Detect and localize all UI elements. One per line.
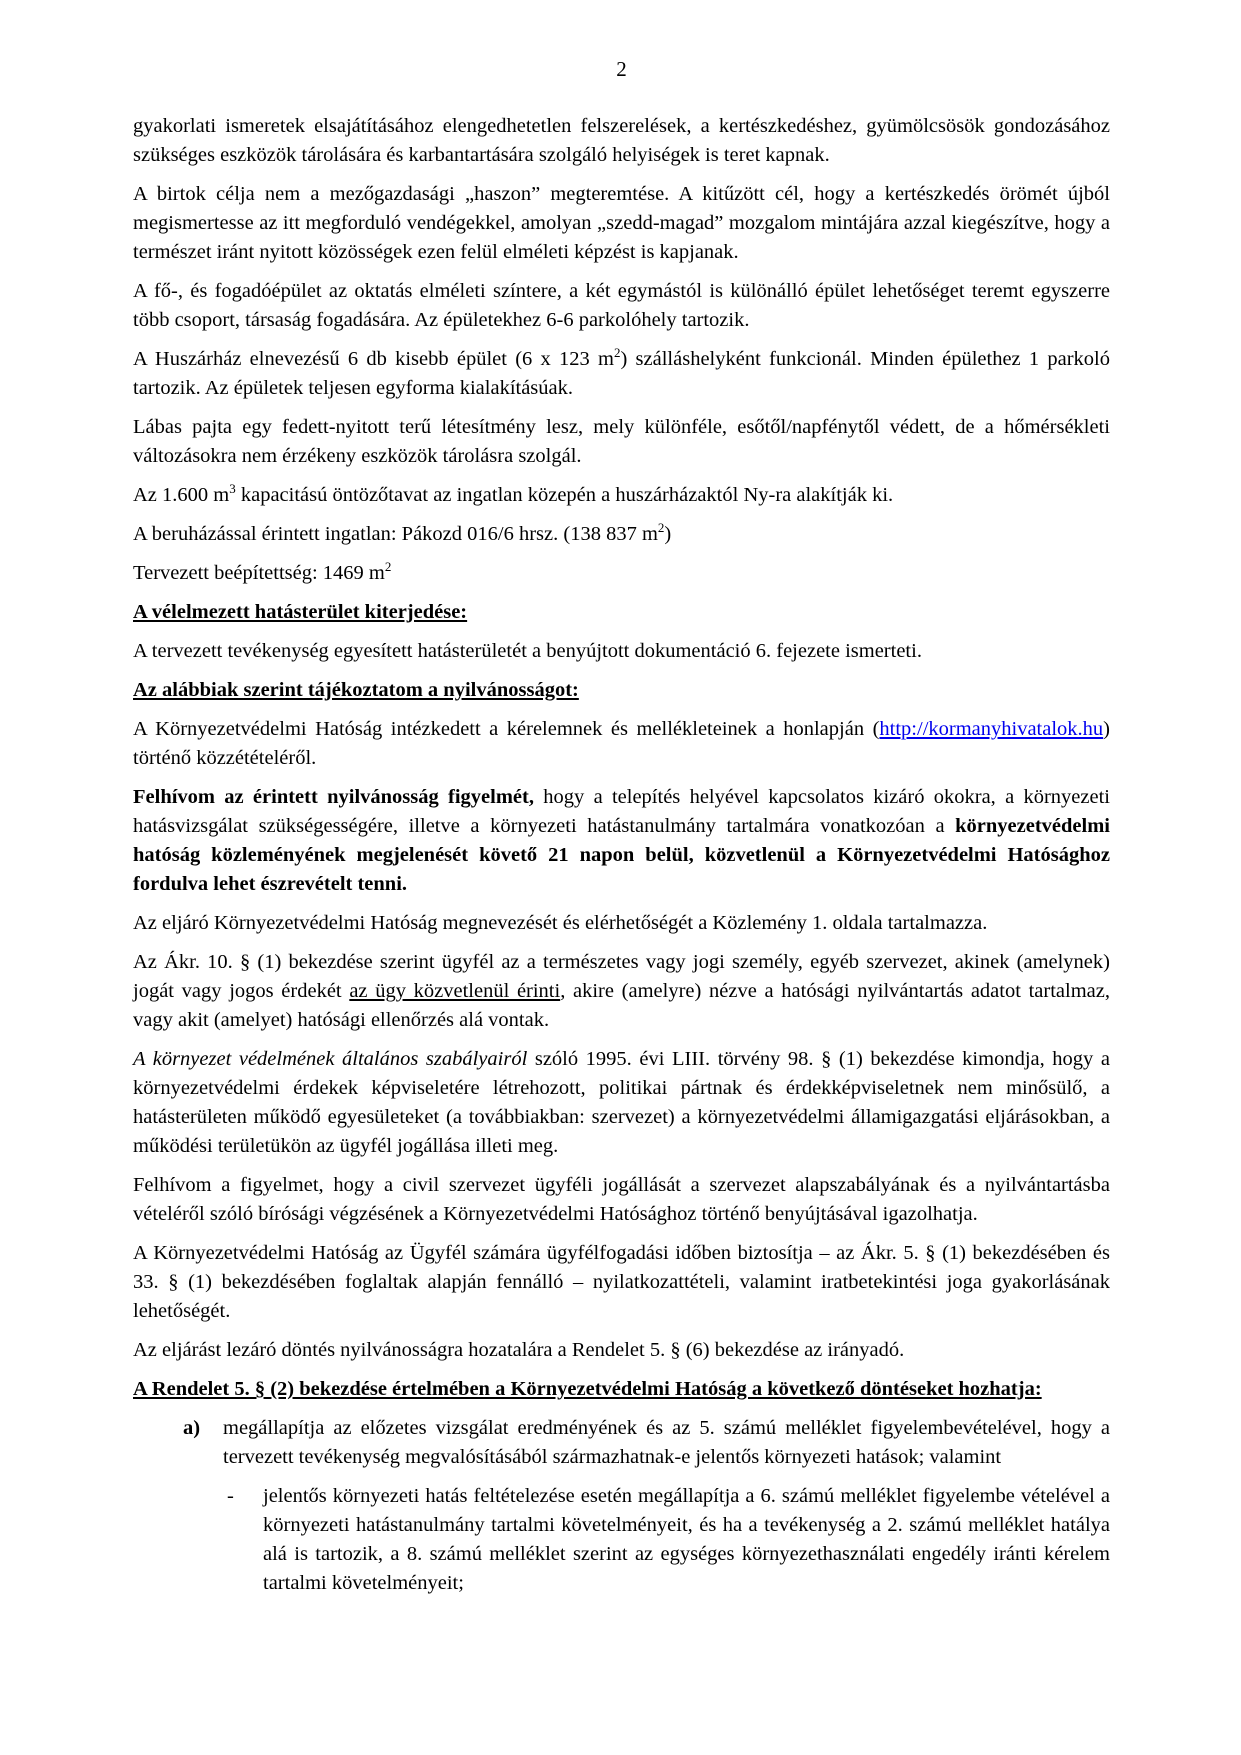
paragraph	[133, 481, 1110, 510]
text-run: ) történő közzétételéről.	[133, 718, 1110, 769]
text-run: Felhívom az érintett nyilvánosság figyelmét,	[133, 786, 534, 808]
text-run: Az alábbiak szerint tájékoztatom a nyilvánosságot:	[133, 679, 579, 701]
text-run: A Rendelet 5. § (2) bekezdése értelmében a Környezetvédelmi Hatóság a következő döntéseket hozhatja:	[133, 1378, 1042, 1400]
list-item	[183, 1414, 1110, 1472]
text-run: Az eljáró Környezetvédelmi Hatóság megnevezését és elérhetőségét a Közlemény 1. oldala tartalmazza.	[133, 912, 988, 934]
text-run: jelentős környezeti hatás feltételezése esetén megállapítja a 6. számú melléklet figyelembe vételével a környezeti hatástanulmány tartalmi követelményeit, és ha a tevékenység a 2. számú melléklet hatálya alá is tartozik, a 8. számú melléklet szerint az egységes környezethasználati engedély iránti kérelem tartalmi követelményeit;	[263, 1485, 1110, 1594]
sub-list-item	[227, 1482, 1110, 1598]
text-run: gyakorlati ismeretek elsajátításához elengedhetetlen felszerelések, a kertészkedéshez, gyümölcsösök gondozásához szükséges eszközök tárolására és karbantartására szolgáló helyiségek is teret kapnak.	[133, 115, 1110, 166]
list-item-text	[263, 1482, 1110, 1598]
text-run: megállapítja az előzetes vizsgálat eredményének és az 5. számú melléklet figyelembevételével, hogy a tervezett tevékenység megvalósításából származhatnak-e jelentős környezeti hatások; valamint	[223, 1417, 1110, 1468]
text-run: A fő-, és fogadóépület az oktatás elméleti színtere, a két egymástól is különálló épület lehetőséget teremt egyszerre több csoport, társaság fogadására. Az épületekhez 6-6 parkolóhely tartozik.	[133, 280, 1110, 331]
text-run: Az Ákr. 10. § (1) bekezdése szerint ügyfél az a természetes vagy jogi személy, egyéb szervezet, akinek (amelynek) jogát vagy jogos érdekét	[133, 951, 1110, 1002]
text-run: Az eljárást lezáró döntés nyilvánosságra hozatalára a Rendelet 5. § (6) bekezdése az irányadó.	[133, 1339, 905, 1361]
text-run: A beruházással érintett ingatlan: Pákozd 016/6 hrsz. (138 837 m	[133, 523, 658, 545]
text-run: Lábas pajta egy fedett-nyitott terű létesítmény lesz, mely különféle, esőtől/napfénytől védett, de a hőmérsékleti változásokra nem érzékeny eszközök tárolásra szolgál.	[133, 416, 1110, 467]
list-marker: -	[227, 1485, 234, 1507]
text-run: A birtok célja nem a mezőgazdasági „haszon” megteremtése. A kitűzött cél, hogy a kertészkedés örömét újból megismertesse az itt megforduló vendégekkel, amolyan „szedd-magad” mozgalom mintájára azzal kiegészítve, hogy a természet iránt nyitott közösségek ezen felül elméleti képzést is kapjanak.	[133, 183, 1110, 263]
text-run: hogy a telepítés helyével kapcsolatos kizáró okokra, a környezeti hatásvizsgálat szükségességére, illetve a környezeti hatástanulmány tartalmára vonatkozóan a	[133, 786, 1110, 837]
text-run: Tervezett beépítettség: 1469 m	[133, 562, 385, 584]
paragraph	[133, 1239, 1110, 1326]
paragraph	[133, 1336, 1110, 1365]
section-heading	[133, 1375, 1110, 1404]
text-run: A Környezetvédelmi Hatóság az Ügyfél számára ügyfélfogadási időben biztosítja – az Ákr. 5. § (1) bekezdésében és 33. § (1) bekezdésében foglaltak alapján fennálló – nyilatkozattételi, valamint iratbetekintési joga gyakorlásának lehetőségét.	[133, 1242, 1110, 1322]
page-number: 2	[616, 57, 627, 81]
text-run: kapacitású öntözőtavat az ingatlan közepén a huszárházaktól Ny-ra alakítják ki.	[235, 484, 894, 506]
paragraph	[133, 1045, 1110, 1161]
superscript: 2	[613, 345, 621, 361]
section-heading	[133, 676, 1110, 705]
text-run: Az 1.600 m	[133, 484, 230, 506]
paragraph	[133, 948, 1110, 1035]
text-run: szóló 1995. évi LIII. törvény 98. § (1) bekezdése kimondja, hogy a környezetvédelmi érdekek képviseletére létrehozott, politikai pártnak és érdekképviseletnek nem minősülő, a hatásterületen működő egyesületeket (a továbbiakban: szervezet) a környezetvédelmi államigazgatási eljárásokban, a működési területükön az ügyfél jogállása illeti meg.	[133, 1048, 1110, 1157]
list-marker: a)	[183, 1417, 201, 1439]
paragraph	[133, 345, 1110, 403]
text-run: Felhívom a figyelmet, hogy a civil szervezet ügyféli jogállását a szervezet alapszabályának és a nyilvántartásba vételéről szóló bírósági végzésének a Környezetvédelmi Hatósághoz történő benyújtásával igazolhatja.	[133, 1174, 1110, 1225]
text-run: A Környezetvédelmi Hatóság intézkedett a kérelemnek és mellékleteinek a honlapján (	[133, 718, 880, 740]
paragraph	[133, 637, 1110, 666]
text-run: ) szálláshelyként funkcionál. Minden épülethez 1 parkoló tartozik. Az épületek teljesen egyforma kialakításúak.	[133, 348, 1111, 399]
paragraph	[133, 559, 1110, 588]
text-run: az ügy közvetlenül érinti	[349, 980, 561, 1002]
text-run: A környezet védelmének általános szabályairól	[133, 1048, 528, 1070]
superscript: 2	[384, 559, 392, 575]
superscript: 3	[229, 481, 236, 497]
hyperlink[interactable]: http://kormanyhivatalok.hu	[879, 718, 1104, 740]
superscript: 2	[657, 520, 665, 536]
paragraph	[133, 112, 1110, 170]
text-run: A vélelmezett hatásterület kiterjedése:	[133, 601, 468, 623]
paragraph	[133, 909, 1110, 938]
paragraph	[133, 520, 1110, 549]
text-run: környezetvédelmi hatóság közleményének megjelenését követő 21 napon belül, közvetlenül a Környezetvédelmi Hatósághoz fordulva lehet észrevételt tenni.	[133, 815, 1110, 895]
text-run: , akire (amelyre) nézve a hatósági nyilvántartás adatot tartalmaz, vagy akit (amelyet) hatósági ellenőrzés alá vontak.	[133, 980, 1110, 1031]
paragraph	[133, 715, 1110, 773]
text-run: A tervezett tevékenység egyesített hatásterületét a benyújtott dokumentáció 6. fejezete ismerteti.	[133, 640, 922, 662]
list-item-text	[223, 1414, 1110, 1472]
paragraph	[133, 1171, 1110, 1229]
paragraph	[133, 277, 1110, 335]
section-heading	[133, 598, 1110, 627]
text-run: A Huszárház elnevezésű 6 db kisebb épület (6 x 123 m	[133, 348, 614, 370]
paragraph	[133, 783, 1110, 899]
paragraph	[133, 413, 1110, 471]
text-run: )	[664, 523, 672, 545]
paragraph	[133, 180, 1110, 267]
document-body	[133, 112, 1110, 1598]
